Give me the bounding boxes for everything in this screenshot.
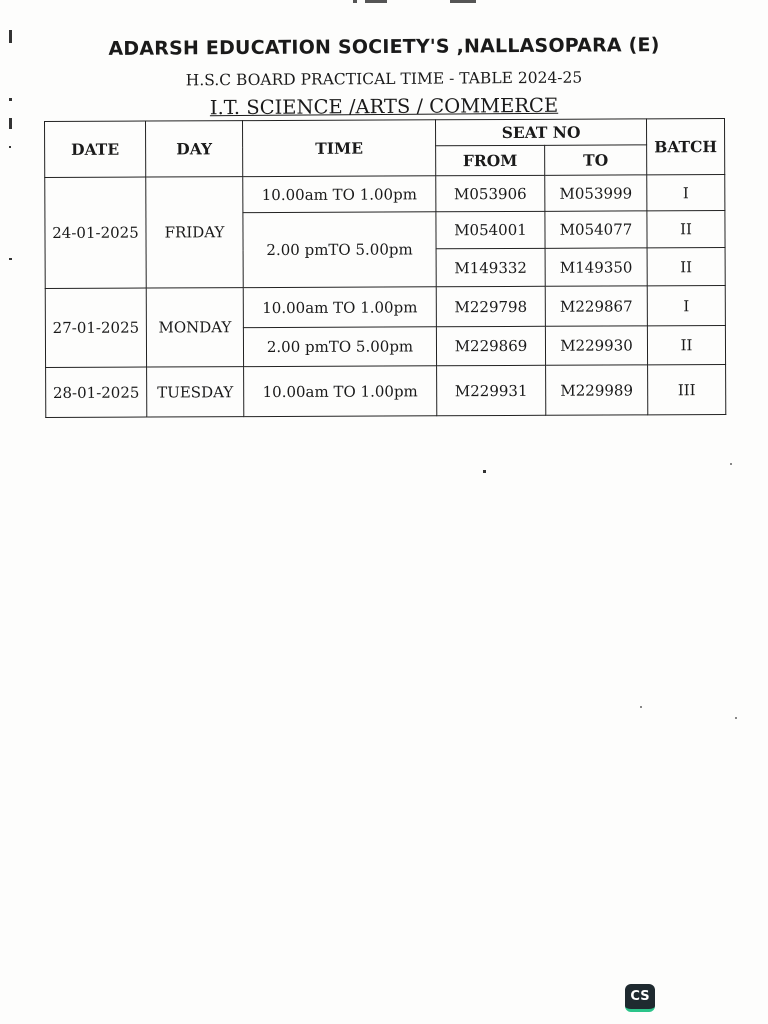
seat-to-cell: M053999 — [545, 175, 647, 211]
time-header: TIME — [243, 120, 436, 177]
batch-cell: I — [647, 175, 725, 211]
seat-to-cell: M229867 — [545, 286, 647, 326]
from-header: FROM — [436, 145, 545, 175]
to-header: TO — [545, 145, 647, 175]
margin-mark — [9, 258, 12, 260]
seat-from-cell: M054001 — [436, 211, 545, 248]
header-row — [45, 119, 725, 148]
seat-no-header: SEAT NO — [435, 119, 646, 146]
top-edge-marks — [345, 0, 485, 6]
batch-cell: I — [647, 286, 725, 326]
date-cell: 27-01-2025 — [45, 288, 146, 367]
seat-to-cell: M149350 — [545, 248, 647, 286]
day-cell: TUESDAY — [147, 367, 244, 417]
time-cell: 2.00 pmTO 5.00pm — [243, 327, 436, 367]
speck — [483, 470, 486, 473]
speck — [735, 717, 737, 719]
day-cell: MONDAY — [146, 288, 243, 367]
time-cell: 2.00 pmTO 5.00pm — [243, 212, 436, 288]
seat-from-cell: M053906 — [436, 175, 545, 211]
time-cell: 10.00am TO 1.00pm — [244, 366, 437, 417]
date-cell: 24-01-2025 — [45, 177, 146, 288]
margin-mark — [9, 146, 11, 148]
table-row — [45, 175, 725, 214]
seat-from-cell: M229869 — [436, 326, 545, 365]
seat-to-cell: M054077 — [545, 211, 647, 248]
stream-heading: I.T. SCIENCE /ARTS / COMMERCE — [209, 93, 559, 120]
speck — [730, 463, 732, 465]
batch-cell: II — [647, 248, 725, 286]
seat-to-cell: M229930 — [545, 326, 647, 365]
camscanner-logo-icon: CS — [625, 984, 655, 1012]
practical-timetable — [44, 118, 726, 418]
time-cell: 10.00am TO 1.00pm — [243, 287, 436, 328]
batch-cell: II — [647, 211, 725, 248]
batch-header: BATCH — [647, 119, 725, 175]
seat-to-cell: M229989 — [546, 365, 648, 415]
table-row — [45, 286, 725, 329]
table-row — [46, 365, 726, 418]
seat-from-cell: M229798 — [436, 286, 545, 326]
batch-cell: II — [647, 326, 725, 365]
date-cell: 28-01-2025 — [46, 367, 147, 417]
speck — [640, 706, 642, 708]
seat-from-cell: M229931 — [437, 365, 546, 415]
document-subtitle: H.S.C BOARD PRACTICAL TIME - TABLE 2024-25 — [185, 68, 583, 90]
date-header: DATE — [45, 121, 146, 177]
institution-title: ADARSH EDUCATION SOCIETY'S ,NALLASOPARA (E) — [108, 34, 660, 60]
time-cell: 10.00am TO 1.00pm — [243, 176, 436, 213]
seat-from-cell: M149332 — [436, 248, 545, 286]
day-header: DAY — [146, 121, 243, 177]
batch-cell: III — [648, 365, 726, 415]
day-cell: FRIDAY — [146, 177, 243, 288]
